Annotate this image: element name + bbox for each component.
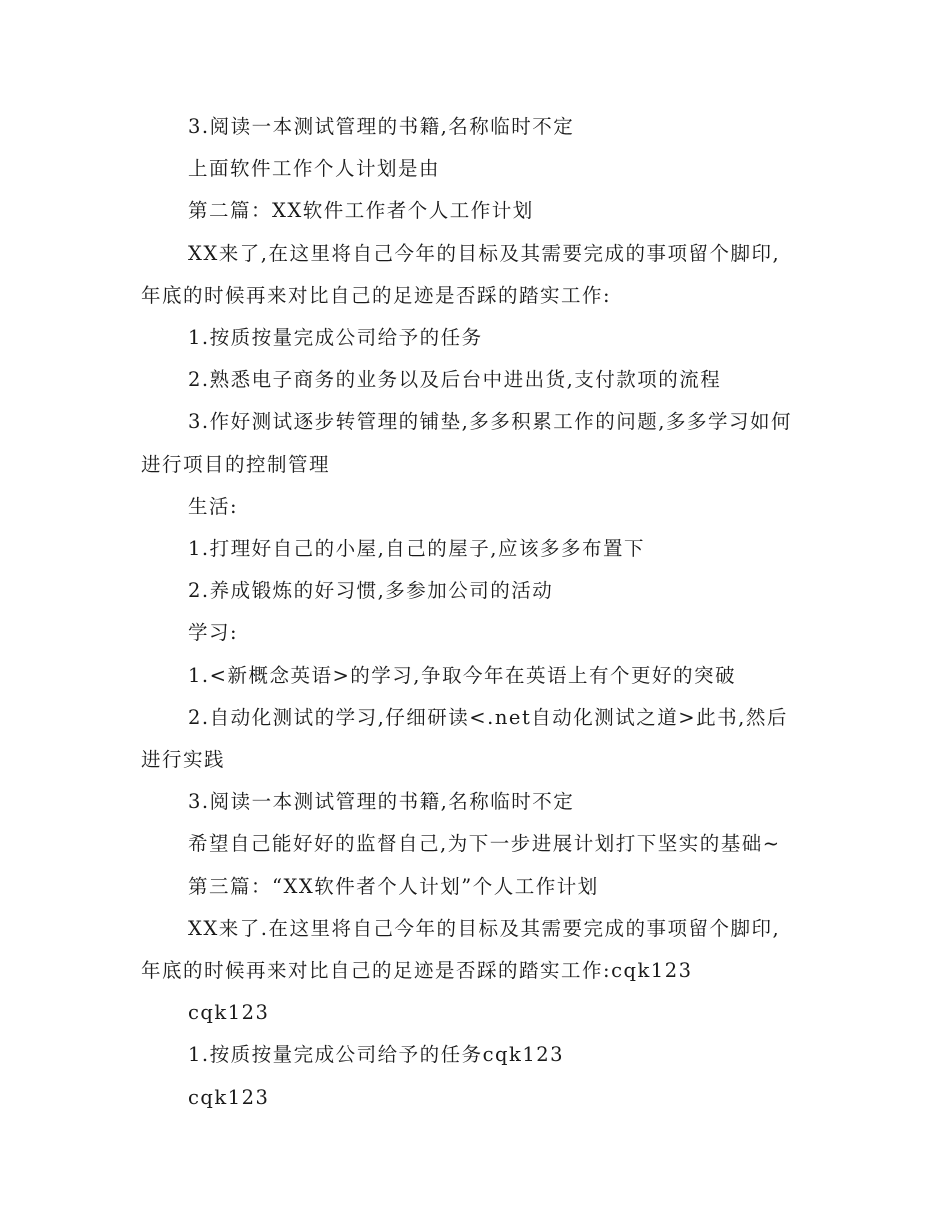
list-item-work-3: 3.作好测试逐步转管理的铺垫,多多积累工作的问题,多多学习如何进行项目的控制管理 bbox=[141, 410, 793, 476]
list-item-work-1: 1.按质按量完成公司给予的任务 bbox=[188, 326, 483, 350]
paragraph-code-2: cqk123 bbox=[188, 1085, 270, 1109]
section-label-life: 生活: bbox=[188, 494, 239, 518]
paragraph-code-1: cqk123 bbox=[188, 1001, 270, 1025]
section-heading-part-two: 第二篇：XX软件工作者个人工作计划 bbox=[188, 199, 534, 223]
paragraph-intro-part-three: XX来了.在这里将自己今年的目标及其需要完成的事项留个脚印,年底的时候再来对比自己的足迹是否踩的踏实工作:cqk123 bbox=[141, 916, 781, 983]
document-body bbox=[141, 106, 811, 1119]
list-item-work-2: 2.熟悉电子商务的业务以及后台中进出货,支付款项的流程 bbox=[188, 368, 722, 392]
list-item-study-2: 2.自动化测试的学习,仔细研读<.net自动化测试之道>此书,然后进行实践 bbox=[141, 705, 788, 772]
paragraph-above-plan: 上面软件工作个人计划是由 bbox=[188, 157, 441, 181]
list-item-life-1: 1.打理好自己的小屋,自己的屋子,应该多多布置下 bbox=[188, 537, 646, 561]
list-item-study-1: 1.<新概念英语>的学习,争取今年在英语上有个更好的突破 bbox=[188, 663, 736, 687]
section-heading-part-three: 第三篇：“XX软件者个人计划”个人工作计划 bbox=[188, 874, 599, 898]
list-item-life-2: 2.养成锻炼的好习惯,多参加公司的活动 bbox=[188, 579, 554, 603]
paragraph-intro-part-two: XX来了,在这里将自己今年的目标及其需要完成的事项留个脚印,年底的时候再来对比自己的足迹是否踩的踏实工作: bbox=[141, 241, 781, 307]
paragraph-closing-hope: 希望自己能好好的监督自己,为下一步进展计划打下坚实的基础~ bbox=[188, 832, 781, 856]
paragraph-read-book: 3.阅读一本测试管理的书籍,名称临时不定 bbox=[188, 115, 575, 138]
list-item-study-3: 3.阅读一本测试管理的书籍,名称临时不定 bbox=[188, 790, 575, 814]
section-label-study: 学习: bbox=[188, 621, 239, 645]
list-item-work-1-part-three: 1.按质按量完成公司给予的任务cqk123 bbox=[188, 1043, 565, 1067]
